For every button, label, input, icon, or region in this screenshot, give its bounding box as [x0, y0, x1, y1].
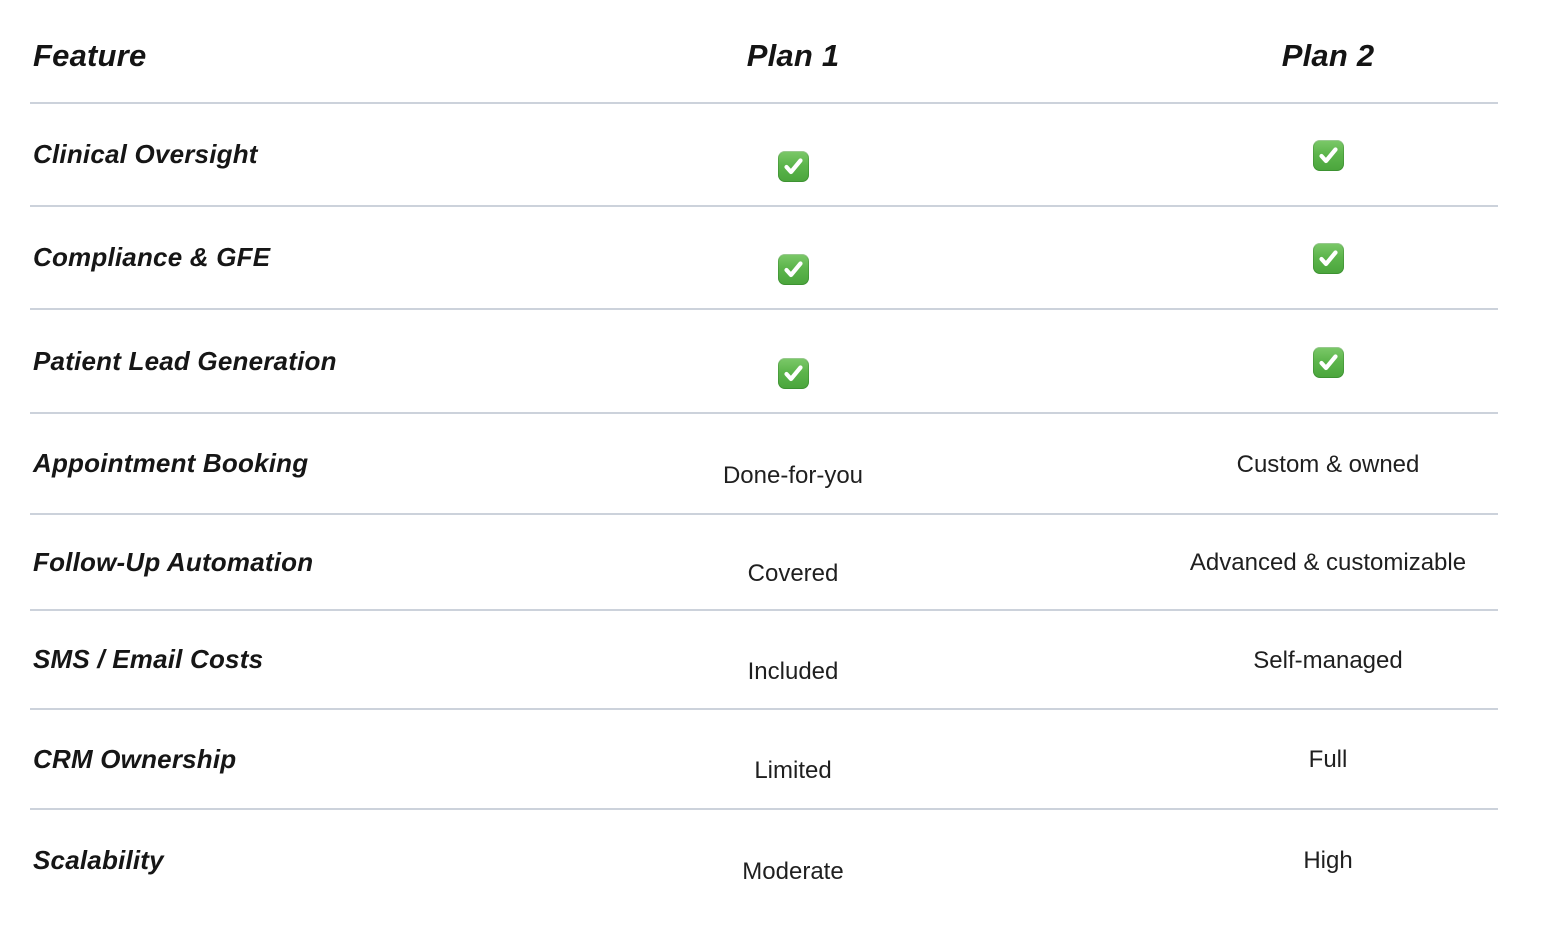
feature-label: Appointment Booking	[33, 448, 309, 478]
feature-cell	[30, 414, 428, 513]
plan2-cell	[1158, 810, 1498, 910]
plan2-value: Custom & owned	[1236, 450, 1420, 478]
plan1-cell	[428, 611, 1158, 708]
table-row	[30, 414, 1498, 515]
table-row	[30, 611, 1498, 710]
comparison-table	[30, 0, 1498, 910]
table-row	[30, 710, 1498, 810]
feature-label: Scalability	[33, 844, 164, 875]
table-row	[30, 207, 1498, 310]
header-cell-feature	[30, 0, 428, 102]
table-row	[30, 810, 1498, 910]
feature-label: SMS / Email Costs	[33, 644, 264, 674]
check-icon	[778, 358, 809, 389]
column-header-plan2: Plan 2	[1281, 38, 1375, 73]
plan1-cell	[428, 515, 1158, 609]
plan2-value: Self-managed	[1253, 646, 1403, 674]
check-icon	[1313, 243, 1344, 274]
feature-label: Follow-Up Automation	[33, 546, 314, 577]
header-row	[30, 0, 1498, 104]
plan2-cell	[1158, 515, 1498, 609]
check-icon	[778, 151, 809, 182]
plan2-cell	[1158, 310, 1498, 412]
plan2-cell	[1158, 207, 1498, 308]
header-cell-plan1	[428, 0, 1158, 102]
check-icon	[778, 254, 809, 285]
column-header-plan1: Plan 1	[746, 38, 840, 73]
plan1-cell	[428, 104, 1158, 205]
plan1-cell	[428, 207, 1158, 308]
feature-label: Patient Lead Generation	[33, 345, 337, 376]
feature-cell	[30, 310, 428, 412]
feature-cell	[30, 810, 428, 910]
feature-cell	[30, 104, 428, 205]
plan1-cell	[428, 310, 1158, 412]
plan2-cell	[1158, 104, 1498, 205]
feature-label: Clinical Oversight	[33, 139, 258, 169]
plan1-value: Moderate	[742, 858, 844, 885]
plan2-cell	[1158, 710, 1498, 808]
plan2-value: Full	[1308, 746, 1348, 773]
column-header-feature: Feature	[33, 38, 147, 73]
feature-label: Compliance & GFE	[33, 242, 271, 272]
check-icon	[1313, 347, 1344, 378]
plan1-cell	[428, 710, 1158, 808]
plan1-cell	[428, 414, 1158, 513]
plan1-value: Included	[747, 657, 839, 685]
table-row	[30, 515, 1498, 611]
plan2-cell	[1158, 414, 1498, 513]
plan2-cell	[1158, 611, 1498, 708]
check-icon	[1313, 140, 1344, 171]
plan2-value: Advanced & customizable	[1189, 549, 1467, 576]
plan1-cell	[428, 810, 1158, 910]
plan1-value: Done-for-you	[722, 461, 864, 489]
feature-cell	[30, 515, 428, 609]
feature-cell	[30, 710, 428, 808]
header-cell-plan2	[1158, 0, 1498, 102]
feature-cell	[30, 207, 428, 308]
table-row	[30, 104, 1498, 207]
plan1-value: Covered	[747, 560, 839, 587]
plan2-value: High	[1303, 847, 1353, 874]
feature-label: CRM Ownership	[33, 743, 237, 774]
table-row	[30, 310, 1498, 414]
feature-cell	[30, 611, 428, 708]
plan1-value: Limited	[754, 757, 832, 784]
